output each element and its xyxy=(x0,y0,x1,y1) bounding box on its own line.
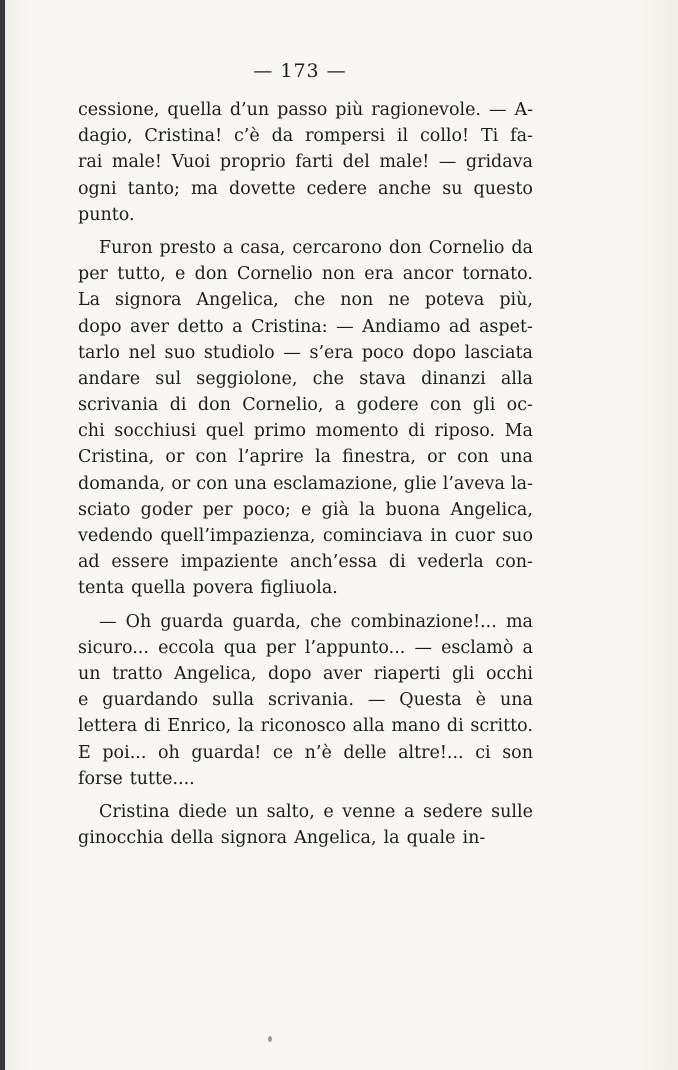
text-line: La signora Angelica, che non ne poteva più, xyxy=(78,290,533,311)
text-line: lettera di Enrico, la riconosco alla mano di scritto. xyxy=(78,716,533,737)
paper-speck xyxy=(268,1036,272,1042)
page-spine-edge xyxy=(0,0,5,1070)
text-line: tarlo nel suo studiolo — s’era poco dopo lasciata xyxy=(78,342,533,363)
paragraph-gap xyxy=(78,228,533,235)
text-line: per tutto, e don Cornelio non era ancor tornato. xyxy=(78,264,533,285)
text-line: tenta quella povera figliuola. xyxy=(78,578,338,599)
text-line: punto. xyxy=(78,204,135,225)
text-line: ginocchia della signora Angelica, la quale in- xyxy=(78,828,486,849)
body-text xyxy=(78,97,533,851)
text-line: ogni tanto; ma dovette cedere anche su questo xyxy=(78,178,533,199)
text-line: cessione, quella d’un passo più ragionevole. — A- xyxy=(78,100,533,120)
paragraph-gap xyxy=(78,792,533,799)
text-line: E poi... oh guarda! ce n’è delle altre!... ci son xyxy=(78,742,533,763)
text-line: vedendo quell’impazienza, cominciava in cuor suo xyxy=(78,526,533,546)
text-line: rai male! Vuoi proprio farti del male! — gridava xyxy=(78,152,533,173)
text-line: dopo aver detto a Cristina: — Andiamo ad aspet- xyxy=(78,316,533,337)
text-line: dagio, Cristina! c’è da rompersi il collo! Ti fa- xyxy=(78,126,533,147)
text-line: sciato goder per poco; e già la buona Angelica, xyxy=(78,499,533,520)
text-line: sicuro... eccola qua per l’appunto... — esclamò a xyxy=(78,637,533,658)
text-line: un tratto Angelica, dopo aver riaperti gli occhi xyxy=(78,663,533,684)
text-line: forse tutte.... xyxy=(78,768,195,789)
paragraph-gap xyxy=(78,602,533,609)
text-line: Cristina diede un salto, e venne a sedere sulle xyxy=(99,801,533,822)
text-line: andare sul seggiolone, che stava dinanzi alla xyxy=(78,368,533,389)
text-line: e guardando sulla scrivania. — Questa è una xyxy=(78,690,533,711)
text-line: domanda, or con una esclamazione, glie l’aveva la- xyxy=(78,473,533,494)
text-line: scrivania di don Cornelio, a godere con gli oc- xyxy=(78,395,533,416)
text-line: Furon presto a casa, cercarono don Cornelio da xyxy=(99,237,533,258)
page-number: — 173 — xyxy=(253,60,347,82)
text-line: — Oh guarda guarda, che combinazione!... ma xyxy=(99,611,533,632)
text-line: chi socchiusi quel primo momento di riposo. Ma xyxy=(78,421,533,442)
text-line: ad essere impaziente anch’essa di vederla con- xyxy=(78,552,533,573)
text-line: Cristina, or con l’aprire la finestra, or con una xyxy=(78,447,533,468)
